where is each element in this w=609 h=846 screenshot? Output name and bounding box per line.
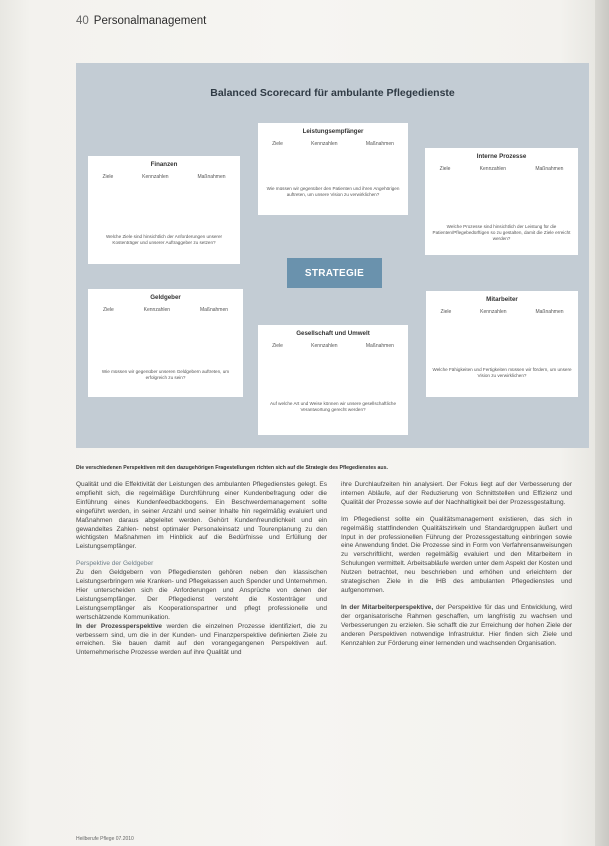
col-kennzahlen: Kennzahlen: [479, 166, 507, 172]
column-headers: [88, 174, 240, 180]
box-geldgeber: [88, 289, 243, 397]
subheading-geldgeber: Perspektive der Geldgeber: [76, 560, 154, 568]
strategy-label: STRATEGIE: [287, 258, 382, 288]
page-number: 40: [76, 15, 89, 27]
box-question: Welche Fähigkeiten und Fertigkeiten müssen wir fördern, um unsere Vision zu verwirklichen?: [432, 367, 572, 379]
text-column-left: [76, 481, 327, 658]
col-kennzahlen: Kennzahlen: [311, 343, 338, 349]
box-question: Wie müssen wir gegenüber den Patienten und ihren Angehörigen auftreten, um unsere Vision zu verwirklichen?: [266, 186, 400, 198]
column-headers: [258, 141, 408, 147]
col-kennzahlen: Kennzahlen: [480, 309, 507, 315]
col-ziele: Ziele: [272, 141, 283, 147]
col-ziele: Ziele: [102, 174, 114, 180]
box-question: Welche Ziele sind hinsichtlich der Anforderungen unserer Kostenträger und unserer Auftraggeber zu setzen?: [105, 234, 223, 246]
column-headers: [425, 166, 578, 172]
paragraph-lead: In der Prozessperspektive: [76, 622, 162, 630]
paragraph: Qualität und die Effektivität der Leistungen des ambulanten Pflegedienstes gelegt. Es empfiehlt sich, die regelmäßige Durchführung einer Kundenbefragung oder die Einführung eines Kundenfeedbackbogens. Ein Beschwerdemanagement sollte eingeführt werden, in seiner Anzahl und seiner Inhalte hin regelmäßig evaluiert und Maßnahmen daraus abgeleitet werden. Gehört Kundenfreundlichkeit und ein gewandeltes Zahlen- nebst optimaler Personaleinsatz und Tourenplanung zu den wichtigsten Maßnahmen im Hinblick auf die Bedürfnisse und Erfüllung der Leistungsempfänger.: [76, 481, 327, 551]
paragraph: Zu den Geldgebern von Pflegediensten gehören neben den klassischen Leistungserbringern wie Kranken- und Pflegekassen auch Spender und Unternehmen. Hier unterscheiden sich die Anforderungen und Ansprüche von denen der Leistungsempfänger. Der Pflegedienst versteht die Kostenträger und Leistungsempfänger als Kooperationspartner und pflegt professionelle und wertschätzende Kommunikation.: [76, 569, 327, 621]
col-ziele: Ziele: [102, 307, 114, 313]
section-title: Personalmanagement: [93, 15, 207, 27]
page-footer: Heilberufe Pflege 07.2010: [76, 836, 134, 842]
page-edge-shadow: [595, 0, 609, 846]
col-ziele: Ziele: [439, 166, 451, 172]
box-mitarbeiter: [426, 291, 578, 397]
figure-title: Balanced Scorecard für ambulante Pflegedienste: [210, 87, 455, 99]
col-kennzahlen: Kennzahlen: [142, 174, 169, 180]
box-title: Gesellschaft und Umwelt: [296, 330, 370, 337]
box-title: Interne Prozesse: [476, 153, 527, 160]
col-massnahmen: Maßnahmen: [199, 307, 229, 313]
box-title: Finanzen: [150, 161, 178, 168]
col-massnahmen: Maßnahmen: [535, 309, 564, 315]
col-ziele: Ziele: [440, 309, 452, 315]
box-question: Wie müssen wir gegenüber unseren Geldgebern auftreten, um erfolgreich zu sein?: [101, 369, 230, 381]
column-headers: [426, 309, 578, 315]
col-massnahmen: Maßnahmen: [365, 141, 394, 147]
col-massnahmen: Maßnahmen: [535, 166, 564, 172]
column-headers: [88, 307, 243, 313]
paragraph: [341, 604, 572, 649]
box-gesellschaft-umwelt: [258, 325, 408, 435]
box-title: Leistungsempfänger: [302, 128, 364, 135]
column-headers: [258, 343, 408, 349]
paragraph-body: der Perspektive für das und Entwicklung, wird der organisatorische Rahmen geschaffen, um langfristig zu wachsen und Verbesserungen zu erzielen. Sie schafft die zur Erreichung der hohen Ziele der anderen Perspektiven notwendige Infrastruktur. Hier finden sich Ziele und Kennzahlen zur Förderung einer lernenden und wachsenden Organisation.: [341, 603, 572, 647]
paragraph: Im Pflegedienst sollte ein Qualitätsmanagement existieren, das sich in regelmäßig stattfindenden Qualitätszirkeln und Standardgruppen äußert und Input in der professionellen Führung der Prozessgestaltung einbringen sowie eine Anwendung findet. Die Prozesse sind in Form von Verfahrensanweisungen zu verschriftlicht, werden regelmäßig evaluiert und den Mitarbeitern in Schulungen vermittelt. Arbeitsabläufe werden unter dem Aspekt der Kosten und Nutzen betrachtet, neu beschrieben und erhöhen und erleichtern der strategischen Ziele in die IHB des ambulanten Pflegedienstes und aufgenommen.: [341, 515, 572, 594]
balanced-scorecard-figure: [76, 63, 589, 448]
col-kennzahlen: Kennzahlen: [143, 307, 171, 313]
col-kennzahlen: Kennzahlen: [311, 141, 338, 147]
box-title: Geldgeber: [150, 294, 181, 301]
paragraph: [76, 623, 327, 659]
paragraph-lead: In der Mitarbeiterperspektive,: [341, 603, 434, 611]
text-column-right: [341, 481, 572, 648]
paragraph-body: werden die einzelnen Prozesse identifiziert, die zu verbessern sind, um die in der Kunden- und Finanzperspektive definierten Ziele zu erreichen. Sie bauen damit auf den vorangegangenen Perspektiven auf. Unternehmerische Prozesse werden auf ihre Qualität und: [76, 622, 327, 657]
paragraph: ihre Durchlaufzeiten hin analysiert. Der Fokus liegt auf der Verbesserung der internen Abläufe, auf der Reduzierung von Schnittstellen und Effizienz und Qualität der Prozesse sowie auf der Nachhaltigkeit bei der Prozessgestaltung.: [341, 481, 572, 506]
figure-caption: Die verschiedenen Perspektiven mit den dazugehörigen Fragestellungen richten sich auf die Strategie des Pflegedienstes aus.: [76, 465, 388, 471]
box-question: Welche Prozesse sind hinsichtlich der Leistung für die Patienten/Pflegebedürftigen so zu gestalten, damit die Ziele erreicht werden?: [432, 224, 571, 242]
col-massnahmen: Maßnahmen: [197, 174, 226, 180]
box-leistungsempfaenger: [258, 123, 408, 215]
col-ziele: Ziele: [272, 343, 283, 349]
box-question: Auf welche Art und Weise können wir unsere gesellschaftliche Verantwortung gerecht werden?: [269, 401, 397, 413]
page-header: [76, 15, 206, 27]
box-title: Mitarbeiter: [486, 296, 518, 303]
col-massnahmen: Maßnahmen: [365, 343, 394, 349]
box-interne-prozesse: [425, 148, 578, 255]
box-finanzen: [88, 156, 240, 264]
